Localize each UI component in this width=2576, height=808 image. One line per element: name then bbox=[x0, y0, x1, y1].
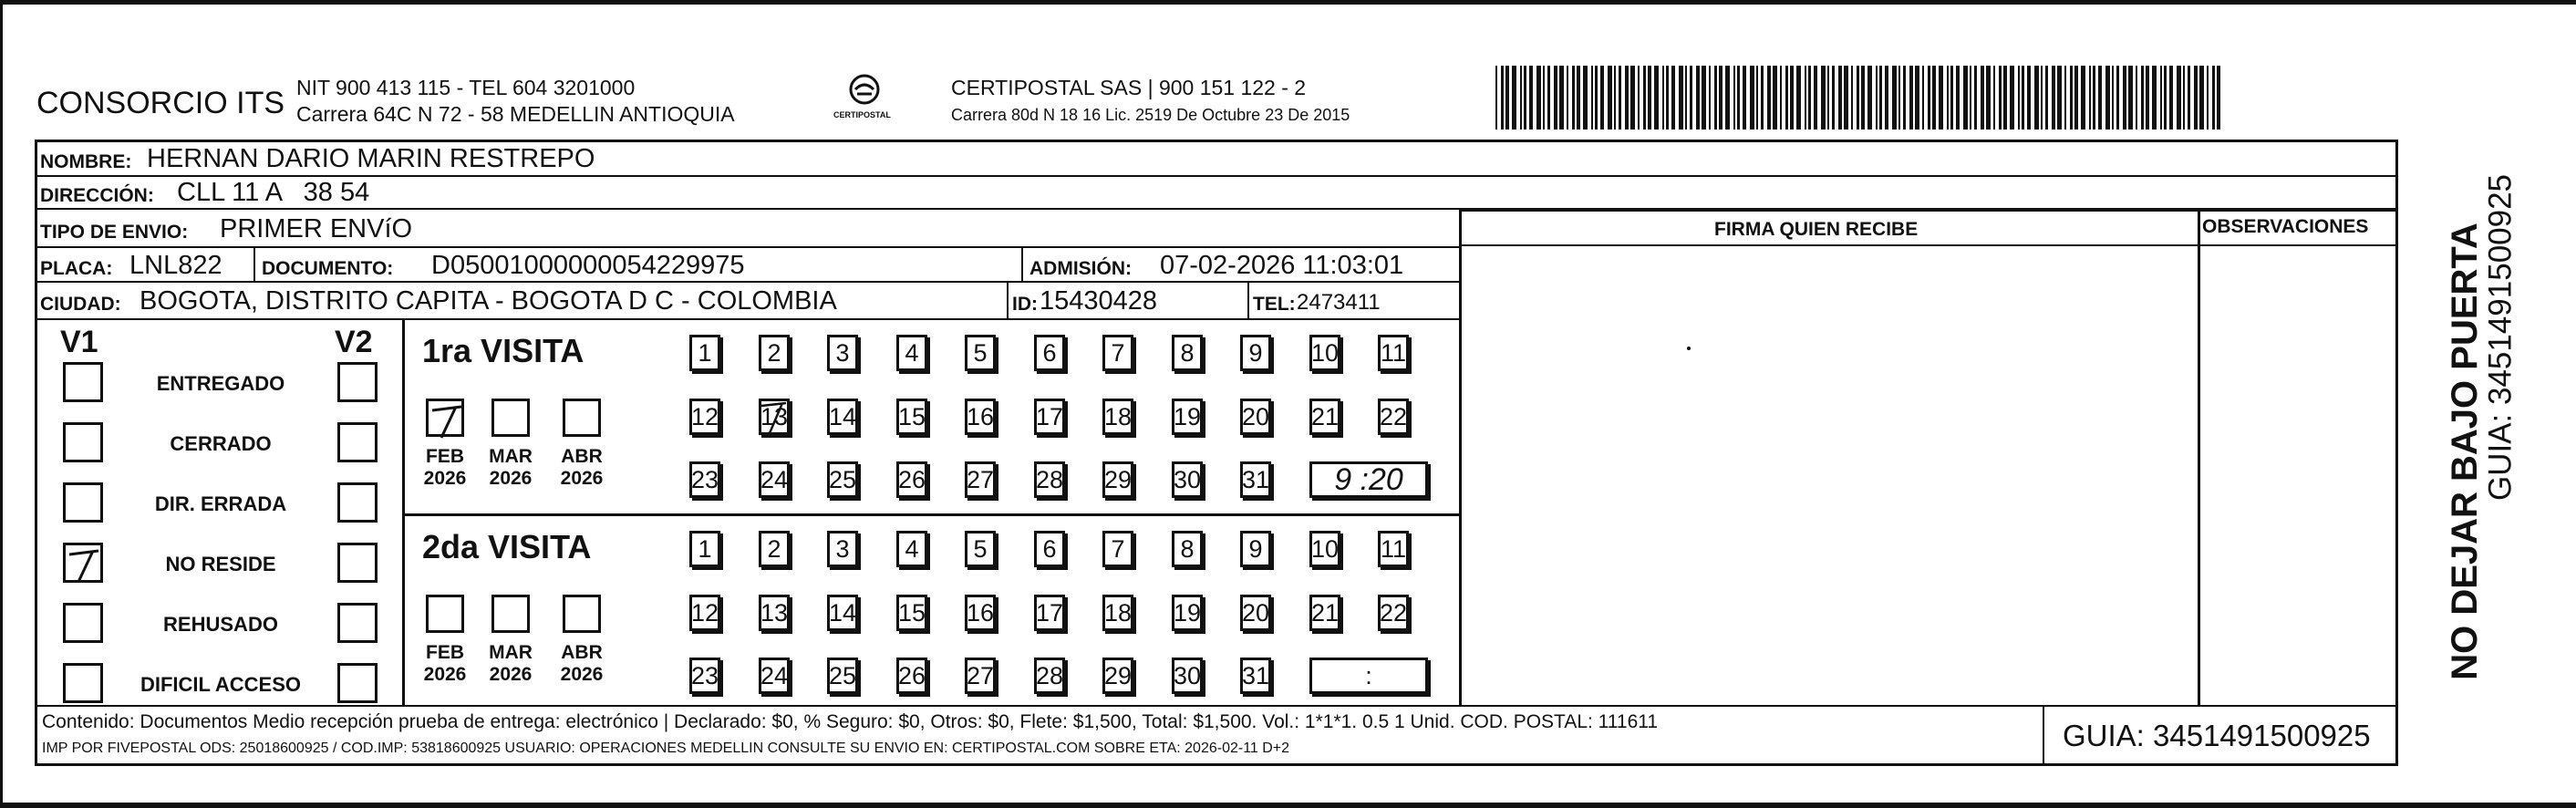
barcode-bar bbox=[1648, 66, 1651, 129]
month-name: FEB bbox=[426, 446, 464, 467]
nombre-value: HERNAN DARIO MARIN RESTREPO bbox=[147, 144, 595, 173]
barcode-bar bbox=[1773, 66, 1777, 129]
barcode-bar bbox=[1974, 66, 1977, 129]
barcode-bar bbox=[1922, 66, 1924, 129]
day-box[interactable]: 11 bbox=[1378, 335, 1409, 371]
day-box[interactable]: 7 bbox=[1102, 531, 1133, 567]
day-box[interactable]: 4 bbox=[896, 531, 927, 567]
barcode-bar bbox=[2093, 66, 2095, 129]
visit-time-box[interactable]: : bbox=[1309, 658, 1428, 694]
barcode-bar bbox=[1543, 66, 1545, 129]
barcode-bar bbox=[1512, 66, 1516, 129]
barcode-bar bbox=[1986, 66, 1991, 129]
carrier-line1: CERTIPOSTAL SAS | 900 151 122 - 2 bbox=[951, 76, 1307, 99]
barcode-bar bbox=[2183, 66, 2185, 129]
v1-checkbox[interactable] bbox=[63, 362, 103, 402]
barcode-bar bbox=[2045, 66, 2048, 129]
barcode-bar bbox=[1702, 66, 1706, 129]
side-notice: NO DEJAR BAJO PUERTA bbox=[2445, 223, 2485, 680]
day-box[interactable]: 12 bbox=[689, 399, 720, 435]
barcode-bar bbox=[1638, 66, 1640, 129]
day-box[interactable]: 27 bbox=[965, 461, 996, 498]
month-name: MAR bbox=[489, 446, 533, 467]
barcode-bar bbox=[1662, 66, 1664, 129]
hand-check-icon bbox=[66, 545, 106, 585]
day-box[interactable]: 4 bbox=[896, 335, 927, 371]
barcode-bar bbox=[2188, 66, 2190, 129]
contenido-text: Contenido: Documentos Medio recepción prueba de entrega: electrónico | Declarado: $0, % Seguro: $0, Otros: $0, Flete: $1,500, Total: $1,500. Vol.: 1*1*1. 0.5 1 Unid. COD. POSTAL: 111611 bbox=[42, 711, 1659, 732]
company-line1: NIT 900 413 115 - TEL 604 3201000 bbox=[296, 76, 636, 99]
barcode-bar bbox=[2177, 66, 2181, 129]
barcode-bar bbox=[2128, 66, 2133, 129]
day-box[interactable]: 2 bbox=[759, 531, 790, 567]
hand-check-icon bbox=[429, 401, 469, 441]
row-line bbox=[35, 175, 2398, 177]
barcode-bar bbox=[1600, 66, 1604, 129]
top-border bbox=[0, 0, 2576, 5]
month-label bbox=[415, 642, 475, 686]
footer-guia: GUIA: 3451491500925 bbox=[2063, 719, 2371, 752]
barcode-bar bbox=[1643, 66, 1646, 129]
documento-label: DOCUMENTO: bbox=[262, 258, 394, 279]
nombre-label: NOMBRE: bbox=[40, 151, 132, 172]
barcode-bar bbox=[1572, 66, 1575, 129]
status-option-label: REHUSADO bbox=[163, 613, 278, 636]
barcode-bar bbox=[1928, 66, 1930, 129]
barcode-bar bbox=[1993, 66, 1995, 129]
barcode-bar bbox=[1876, 66, 1878, 129]
barcode-bar bbox=[2018, 66, 2020, 129]
barcode-bar bbox=[1608, 66, 1612, 129]
day-box[interactable]: 1 bbox=[689, 531, 720, 567]
barcode-bar bbox=[1805, 66, 1806, 129]
v2-checkbox[interactable] bbox=[337, 603, 378, 643]
day-box[interactable]: 24 bbox=[759, 658, 790, 694]
day-box[interactable]: 5 bbox=[965, 531, 996, 567]
barcode-bar bbox=[1685, 66, 1687, 129]
day-box[interactable]: 8 bbox=[1172, 335, 1203, 371]
barcode-bar bbox=[2194, 66, 2198, 129]
carrier-line2: Carrera 80d N 18 16 Lic. 2519 De Octubre 23 De 2015 bbox=[951, 106, 1350, 124]
barcode-bar bbox=[1821, 66, 1826, 129]
barcode-bar bbox=[1796, 66, 1801, 129]
barcode-bar bbox=[1725, 66, 1730, 129]
v2-checkbox[interactable] bbox=[337, 422, 378, 462]
v1-checkbox[interactable] bbox=[63, 482, 103, 523]
day-box[interactable]: 25 bbox=[827, 461, 858, 498]
month-name: ABR bbox=[561, 642, 603, 663]
barcode-bar bbox=[2041, 66, 2043, 129]
day-box[interactable]: 19 bbox=[1172, 399, 1203, 435]
month-checkbox[interactable] bbox=[426, 595, 464, 633]
barcode-bar bbox=[1733, 66, 1735, 129]
barcode-bar bbox=[1950, 66, 1953, 129]
barcode-bar bbox=[2169, 66, 2173, 129]
observaciones-area[interactable] bbox=[2200, 246, 2395, 705]
month-year: 2026 bbox=[560, 468, 604, 490]
barcode-bar bbox=[1666, 66, 1669, 129]
month-checkbox[interactable] bbox=[491, 595, 530, 633]
logo-caption: CERTIPOSTAL bbox=[833, 110, 891, 119]
day-box[interactable]: 22 bbox=[1378, 595, 1409, 631]
barcode-bar bbox=[1857, 66, 1859, 129]
placa-label: PLACA: bbox=[40, 258, 113, 279]
id-label: ID: bbox=[1012, 294, 1038, 315]
row-line bbox=[35, 246, 1459, 248]
day-box[interactable]: 9 bbox=[1240, 531, 1271, 567]
barcode-bar bbox=[2146, 66, 2149, 129]
barcode-bar bbox=[1696, 66, 1700, 129]
day-box[interactable]: 20 bbox=[1240, 399, 1271, 435]
month-name: MAR bbox=[489, 642, 533, 663]
month-name: ABR bbox=[561, 446, 603, 467]
barcode-bar bbox=[1981, 66, 1984, 129]
v1-header: V1 bbox=[60, 325, 98, 359]
barcode-bar bbox=[2123, 66, 2126, 129]
month-year: 2026 bbox=[489, 468, 533, 490]
day-box[interactable]: 3 bbox=[827, 335, 858, 371]
barcode-bar bbox=[2098, 66, 2102, 129]
barcode-bar bbox=[2003, 66, 2007, 129]
barcode-bar bbox=[1709, 66, 1711, 129]
signature-area[interactable] bbox=[1462, 246, 2198, 705]
barcode-bar bbox=[1501, 66, 1504, 129]
barcode-bar bbox=[1719, 66, 1723, 129]
row-line bbox=[1459, 210, 2398, 212]
day-box[interactable]: 26 bbox=[896, 461, 927, 498]
day-box[interactable]: 1 bbox=[689, 335, 720, 371]
day-box[interactable]: 17 bbox=[1034, 595, 1065, 631]
v2-checkbox[interactable] bbox=[337, 543, 378, 583]
month-label bbox=[481, 642, 541, 686]
month-year: 2026 bbox=[423, 468, 467, 490]
placa-value: LNL822 bbox=[129, 251, 222, 280]
day-box[interactable]: 24 bbox=[759, 461, 790, 498]
day-box[interactable]: 28 bbox=[1034, 658, 1065, 694]
barcode-bar bbox=[1714, 66, 1717, 129]
barcode-bar bbox=[2070, 66, 2073, 129]
imp-text: IMP POR FIVEPOSTAL ODS: 25018600925 / COD.IMP: 53818600925 USUARIO: OPERACIONES MEDELLIN CONSULTE SU ENVIO EN: CERTIPOSTAL.COM SOBRE ETA: 2026-02-11 D+2 bbox=[42, 741, 1290, 756]
barcode-bar bbox=[1690, 66, 1692, 129]
day-box[interactable]: 31 bbox=[1240, 461, 1271, 498]
firma-label: FIRMA QUIEN RECIBE bbox=[1714, 219, 1919, 240]
col-line bbox=[253, 248, 255, 282]
month-name: FEB bbox=[426, 642, 464, 663]
day-box[interactable]: 27 bbox=[965, 658, 996, 694]
barcode-bar bbox=[1879, 66, 1882, 129]
day-box[interactable]: 15 bbox=[896, 399, 927, 435]
barcode-bar bbox=[1838, 66, 1842, 129]
day-box[interactable]: 30 bbox=[1172, 658, 1203, 694]
month-label bbox=[552, 446, 612, 490]
barcode-bar bbox=[1767, 66, 1771, 129]
col-line bbox=[402, 320, 405, 705]
barcode-bar bbox=[1654, 66, 1659, 129]
barcode-bar bbox=[1671, 66, 1675, 129]
admision-label: ADMISIÓN: bbox=[1029, 258, 1132, 279]
month-label bbox=[415, 446, 475, 490]
hand-check-icon bbox=[759, 399, 790, 435]
day-box[interactable]: 31 bbox=[1240, 658, 1271, 694]
day-box[interactable]: 14 bbox=[827, 595, 858, 631]
month-year: 2026 bbox=[423, 664, 467, 686]
status-option-label: DIR. ERRADA bbox=[154, 492, 287, 515]
direccion-label: DIRECCIÓN: bbox=[40, 185, 154, 206]
day-box[interactable]: 9 bbox=[1240, 335, 1271, 371]
barcode-bar bbox=[1932, 66, 1936, 129]
day-box[interactable]: 10 bbox=[1309, 335, 1340, 371]
barcode-bar bbox=[1630, 66, 1635, 129]
barcode-bar bbox=[1956, 66, 1960, 129]
month-year: 2026 bbox=[489, 664, 533, 686]
barcode-bar bbox=[2010, 66, 2014, 129]
barcode-bar bbox=[1827, 66, 1829, 129]
company-line2: Carrera 64C N 72 - 58 MEDELLIN ANTIOQUIA bbox=[296, 102, 735, 126]
barcode-bar bbox=[2199, 66, 2204, 129]
barcode-bar bbox=[1892, 66, 1897, 129]
barcode-bar bbox=[2141, 66, 2144, 129]
barcode-bar bbox=[1939, 66, 1943, 129]
barcode-bar bbox=[1909, 66, 1913, 129]
month-checkbox[interactable] bbox=[563, 399, 601, 437]
day-box[interactable]: 12 bbox=[689, 595, 720, 631]
barcode-bar bbox=[1832, 66, 1835, 129]
barcode-bar bbox=[1520, 66, 1522, 129]
day-box[interactable]: 17 bbox=[1034, 399, 1065, 435]
barcode-bar bbox=[2207, 66, 2209, 129]
day-box[interactable]: 16 bbox=[965, 595, 996, 631]
tipo-envio-value: PRIMER ENVíO bbox=[220, 214, 413, 243]
day-box[interactable]: 25 bbox=[827, 658, 858, 694]
barcode-bar bbox=[1591, 66, 1593, 129]
day-box[interactable]: 10 bbox=[1309, 531, 1340, 567]
day-box[interactable]: 8 bbox=[1172, 531, 1203, 567]
barcode-bar bbox=[2022, 66, 2024, 129]
barcode-bar bbox=[1529, 66, 1533, 129]
ciudad-label: CIUDAD: bbox=[40, 294, 121, 315]
barcode-bar bbox=[2034, 66, 2039, 129]
barcode-bar bbox=[2160, 66, 2162, 129]
day-box[interactable]: 13 bbox=[759, 399, 790, 435]
day-box[interactable]: 13 bbox=[759, 595, 790, 631]
day-box[interactable]: 6 bbox=[1034, 335, 1065, 371]
barcode-bar bbox=[1559, 66, 1564, 129]
visit-time-box[interactable]: 9 :20 bbox=[1309, 461, 1428, 498]
barcode-bar bbox=[1625, 66, 1629, 129]
tipo-envio-label: TIPO DE ENVIO: bbox=[40, 222, 189, 243]
col-line bbox=[1247, 283, 1249, 319]
status-option-label: DIFICIL ACCESO bbox=[140, 673, 302, 696]
barcode-bar bbox=[2064, 66, 2066, 129]
observaciones-label: OBSERVACIONES bbox=[2202, 216, 2369, 237]
documento-value: D05001000000054229975 bbox=[431, 251, 745, 280]
barcode-bar bbox=[1554, 66, 1557, 129]
ink-dot bbox=[1687, 347, 1691, 350]
barcode-bar bbox=[2217, 66, 2220, 129]
v2-checkbox[interactable] bbox=[337, 362, 378, 402]
barcode-bar bbox=[2081, 66, 2085, 129]
barcode-bar bbox=[2136, 66, 2137, 129]
day-box[interactable]: 18 bbox=[1102, 399, 1133, 435]
barcode-bar bbox=[1761, 66, 1764, 129]
barcode-bar bbox=[1851, 66, 1853, 129]
row-line bbox=[35, 281, 1459, 283]
day-box[interactable]: 21 bbox=[1309, 595, 1340, 631]
day-box[interactable]: 14 bbox=[827, 399, 858, 435]
barcode-bar bbox=[1536, 66, 1541, 129]
day-box[interactable]: 5 bbox=[965, 335, 996, 371]
month-checkbox[interactable] bbox=[491, 399, 530, 437]
row-line bbox=[35, 318, 1459, 320]
admision-value: 07-02-2026 11:03:01 bbox=[1160, 251, 1404, 280]
barcode-bar bbox=[1970, 66, 1971, 129]
day-box[interactable]: 16 bbox=[965, 399, 996, 435]
day-box[interactable]: 29 bbox=[1102, 658, 1133, 694]
barcode-bar bbox=[1750, 66, 1754, 129]
month-year: 2026 bbox=[560, 664, 604, 686]
barcode-bar bbox=[2152, 66, 2157, 129]
day-box[interactable]: 20 bbox=[1240, 595, 1271, 631]
month-label bbox=[481, 446, 541, 490]
barcode-bar bbox=[2052, 66, 2055, 129]
barcode-bar bbox=[1898, 66, 1900, 129]
status-option-label: ENTREGADO bbox=[156, 372, 285, 395]
day-box[interactable]: 26 bbox=[896, 658, 927, 694]
barcode-bar bbox=[1756, 66, 1758, 129]
day-box[interactable]: 23 bbox=[689, 658, 720, 694]
side-guia: GUIA: 3451491500925 bbox=[2482, 173, 2519, 502]
barcode-bar bbox=[1861, 66, 1865, 129]
day-box[interactable]: 19 bbox=[1172, 595, 1203, 631]
left-border bbox=[0, 0, 3, 808]
barcode-bar bbox=[2164, 66, 2167, 129]
barcode-bar bbox=[2116, 66, 2119, 129]
status-option-label: CERRADO bbox=[170, 432, 272, 455]
barcode-bar bbox=[1844, 66, 1848, 129]
id-value: 15430428 bbox=[1040, 286, 1158, 316]
barcode-bar bbox=[1999, 66, 2002, 129]
barcode-bar bbox=[1903, 66, 1906, 129]
barcode-bar bbox=[1785, 66, 1788, 129]
barcode-bar bbox=[2105, 66, 2110, 129]
col-line bbox=[1021, 248, 1023, 282]
month-label bbox=[552, 642, 612, 686]
barcode-bar bbox=[1743, 66, 1746, 129]
barcode-bar bbox=[1885, 66, 1888, 129]
barcode-bar bbox=[1495, 66, 1497, 129]
day-box[interactable]: 28 bbox=[1034, 461, 1065, 498]
barcode-bar bbox=[1737, 66, 1740, 129]
barcode-bar bbox=[2057, 66, 2062, 129]
status-option-label: NO RESIDE bbox=[165, 553, 276, 575]
barcode bbox=[1495, 66, 2225, 129]
barcode-bar bbox=[1814, 66, 1817, 129]
row-line bbox=[402, 513, 1459, 516]
day-box[interactable]: 2 bbox=[759, 335, 790, 371]
day-box[interactable]: 23 bbox=[689, 461, 720, 498]
day-box[interactable]: 3 bbox=[827, 531, 858, 567]
barcode-bar bbox=[2212, 66, 2215, 129]
barcode-bar bbox=[1679, 66, 1683, 129]
v2-checkbox[interactable] bbox=[337, 663, 378, 703]
col-line bbox=[2043, 707, 2044, 766]
barcode-bar bbox=[1619, 66, 1621, 129]
tel-value: 2473411 bbox=[1297, 290, 1381, 315]
company-name: CONSORCIO ITS bbox=[36, 86, 285, 120]
barcode-bar bbox=[1567, 66, 1568, 129]
barcode-bar bbox=[2112, 66, 2114, 129]
day-box[interactable]: 11 bbox=[1378, 531, 1409, 567]
month-checkbox[interactable] bbox=[426, 399, 464, 437]
v2-header: V2 bbox=[335, 325, 373, 359]
v1-checkbox[interactable] bbox=[63, 663, 103, 703]
visit-title: 1ra VISITA bbox=[422, 332, 585, 369]
barcode-bar bbox=[1790, 66, 1794, 129]
barcode-bar bbox=[2074, 66, 2078, 129]
day-box[interactable]: 22 bbox=[1378, 399, 1409, 435]
tel-label: TEL: bbox=[1253, 294, 1296, 315]
barcode-bar bbox=[1614, 66, 1616, 129]
v2-checkbox[interactable] bbox=[337, 482, 378, 523]
col-line bbox=[1007, 283, 1009, 319]
day-box[interactable]: 21 bbox=[1309, 399, 1340, 435]
day-box[interactable]: 18 bbox=[1102, 595, 1133, 631]
day-box[interactable]: 29 bbox=[1102, 461, 1133, 498]
barcode-bar bbox=[1947, 66, 1949, 129]
barcode-bar bbox=[1808, 66, 1811, 129]
barcode-bar bbox=[1583, 66, 1588, 129]
direccion-value: CLL 11 A 38 54 bbox=[177, 178, 370, 207]
ciudad-value: BOGOTA, DISTRITO CAPITA - BOGOTA D C - COLOMBIA bbox=[140, 286, 837, 316]
visit-title: 2da VISITA bbox=[422, 528, 592, 565]
barcode-bar bbox=[1577, 66, 1580, 129]
barcode-bar bbox=[1547, 66, 1550, 129]
day-box[interactable]: 7 bbox=[1102, 335, 1133, 371]
barcode-bar bbox=[1963, 66, 1968, 129]
barcode-bar bbox=[1505, 66, 1509, 129]
barcode-bar bbox=[1915, 66, 1919, 129]
month-checkbox[interactable] bbox=[563, 595, 601, 633]
barcode-bar bbox=[1524, 66, 1526, 129]
day-box[interactable]: 30 bbox=[1172, 461, 1203, 498]
barcode-bar bbox=[1595, 66, 1598, 129]
v1-checkbox[interactable] bbox=[63, 603, 103, 643]
barcode-bar bbox=[2089, 66, 2091, 129]
v1-checkbox[interactable] bbox=[63, 543, 103, 583]
day-box[interactable]: 6 bbox=[1034, 531, 1065, 567]
bottom-border bbox=[0, 803, 2576, 808]
barcode-bar bbox=[1780, 66, 1782, 129]
barcode-bar bbox=[1867, 66, 1872, 129]
day-box[interactable]: 15 bbox=[896, 595, 927, 631]
v1-checkbox[interactable] bbox=[63, 422, 103, 462]
barcode-bar bbox=[2027, 66, 2031, 129]
